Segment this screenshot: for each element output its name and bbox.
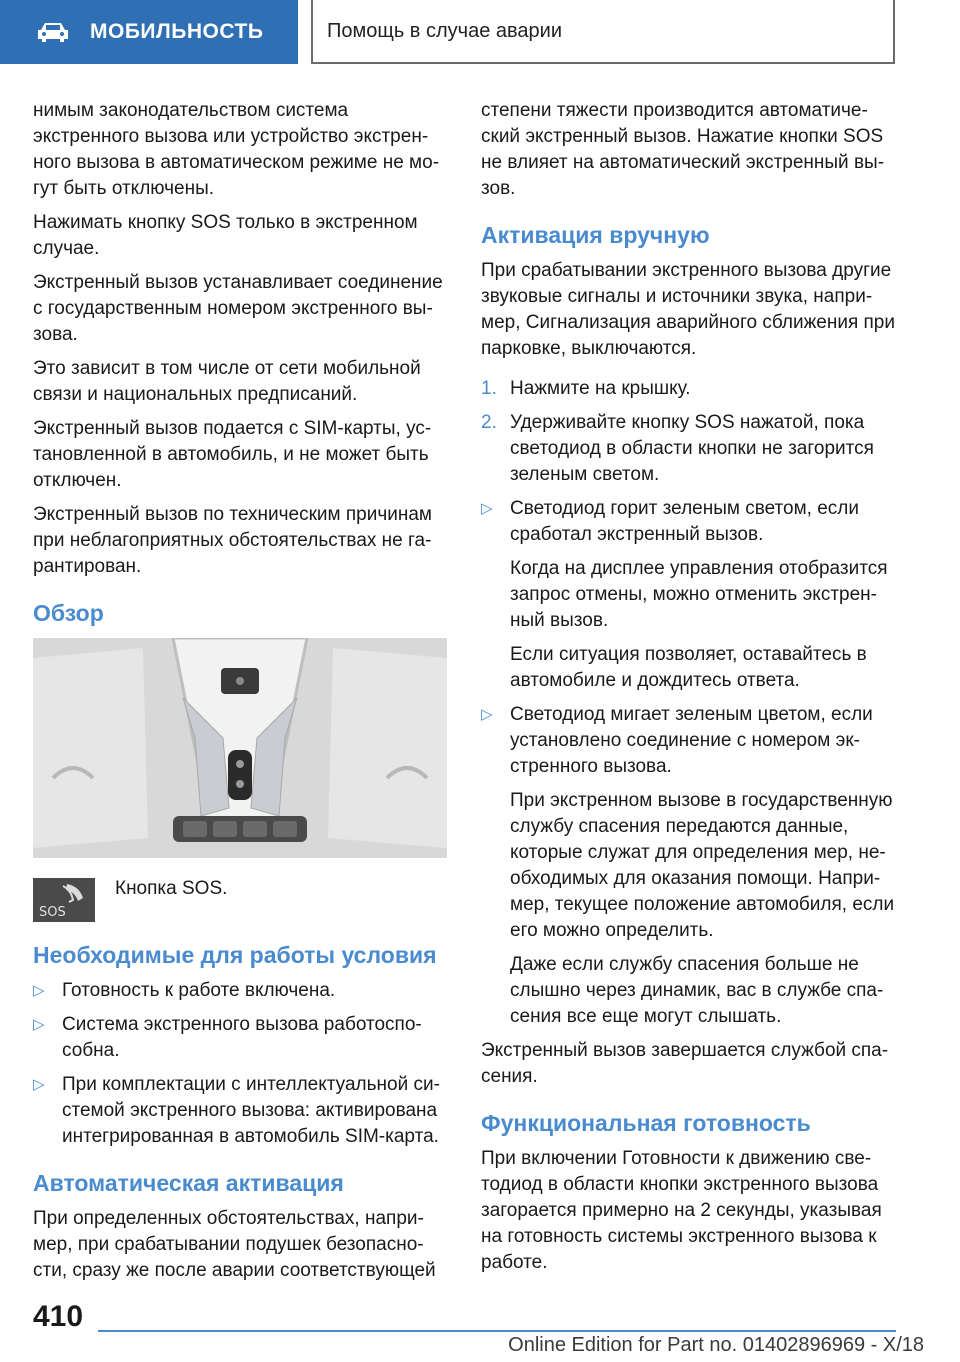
paragraph: Нажимать кнопку SOS только в экстренном случае. [33,212,418,259]
list-item-text: Светодиод мигает зеленым цветом, если установлено соединение с номером экстренного вызова. [510,704,873,777]
heading-overview: Обзор [33,600,104,626]
right-column [481,98,897,1284]
list-item-text: Система экстренного вызова работоспособна. [62,1014,422,1061]
section-tab[interactable] [0,0,298,64]
step-number: 2. [481,412,497,433]
paragraph: При включении Готовности к движению светодиод в области кнопки экстренного вызова загорается примерно на 2 секунды, указывая на готовность системы экстренного вызова к работе. [481,1148,882,1273]
left-column [33,98,447,1292]
sos-label: SOS [39,905,66,920]
sos-button-icon [33,878,95,922]
list-item-text: При комплектации с интеллектуальной системой экстренного вызова: активирована интегрированная в автомобиль SIM-карта. [62,1074,440,1147]
triangle-bullet-icon: ▷ [481,500,493,517]
triangle-bullet-icon: ▷ [33,982,45,999]
chapter-box [311,0,895,64]
paragraph: Экстренный вызов подается с SIM-карты, установленной в автомобиль, и не может быть отключен. [33,418,432,491]
heading-conditions: Необходимые для работы условия [33,942,437,968]
step-item [481,410,897,488]
list-item-text: Светодиод горит зеленым светом, если сработал экстренный вызов. [510,498,859,545]
sub-paragraph: Когда на дисплее управления отобразится запрос отмены, можно отменить экстренный вызов. [510,558,888,631]
sos-button-caption: Кнопка SOS. [115,878,228,899]
sub-paragraph: При экстренном вызове в государственную службу спасения передаются данные, которые служат для определения мер, необходимых для оказания помощи. Например, текущее положение автомобиля, если его можно определить. [510,790,895,941]
edition-note: Online Edition for Part no. 01402896969 - X/18 [508,1334,924,1356]
heading-manual-activation: Активация вручную [481,222,710,248]
sos-button-legend [33,872,447,922]
paragraph: степени тяжести производится автоматический экстренный вызов. Нажатие кнопки SOS не влияет на автоматический экстренный вызов. [481,100,885,199]
triangle-bullet-icon: ▷ [481,706,493,723]
paragraph: Экстренный вызов устанавливает соединение с государственным номером экстренного вызова. [33,272,443,345]
step-number: 1. [481,378,497,399]
list-item [33,978,447,1004]
list-item [33,1012,447,1064]
list-item-text: Готовность к работе включена. [62,980,336,1001]
step-item [481,376,897,402]
overhead-console-photo [33,638,447,858]
paragraph: нимым законодательством система экстренного вызова или устройство экстренного вызова в автоматическом режиме не могут быть отключены. [33,100,440,199]
heading-readiness: Функциональная готовность [481,1110,811,1136]
triangle-bullet-icon: ▷ [33,1016,45,1033]
chapter-title: Помощь в случае аварии [327,19,562,42]
step-text: Нажмите на крышку. [510,378,691,399]
heading-auto-activation: Автоматическая активация [33,1170,344,1196]
paragraph: Экстренный вызов по техническим причинам при неблагоприятных обстоятельствах не гарантирован. [33,504,432,577]
sub-paragraph: Если ситуация позволяет, оставайтесь в автомобиле и дождитесь ответа. [510,644,867,691]
list-item [481,496,897,548]
page-number: 410 [33,1300,84,1333]
step-text: Удерживайте кнопку SOS нажатой, пока светодиод в области кнопки не загорится зеленым светом. [510,412,874,485]
sub-paragraph: Даже если службу спасения больше не слышно через динамик, вас в службе спасения все еще могут слышать. [510,954,884,1027]
list-item [33,1072,447,1150]
paragraph: При срабатывании экстренного вызова другие звуковые сигналы и источники звука, например, Сигнализация аварийного сближения при парковке, выключаются. [481,260,895,359]
triangle-bullet-icon: ▷ [33,1076,45,1093]
paragraph: При определенных обстоятельствах, например, при срабатывании подушек безопасности, сразу же после аварии соответствующей [33,1208,436,1281]
section-title: МОБИЛЬНОСТЬ [90,20,264,43]
paragraph: Это зависит в том числе от сети мобильной связи и национальных предписаний. [33,358,421,405]
car-icon [36,21,70,43]
footer-divider [98,1330,896,1332]
list-item [481,702,897,780]
paragraph: Экстренный вызов завершается службой спасения. [481,1040,889,1087]
